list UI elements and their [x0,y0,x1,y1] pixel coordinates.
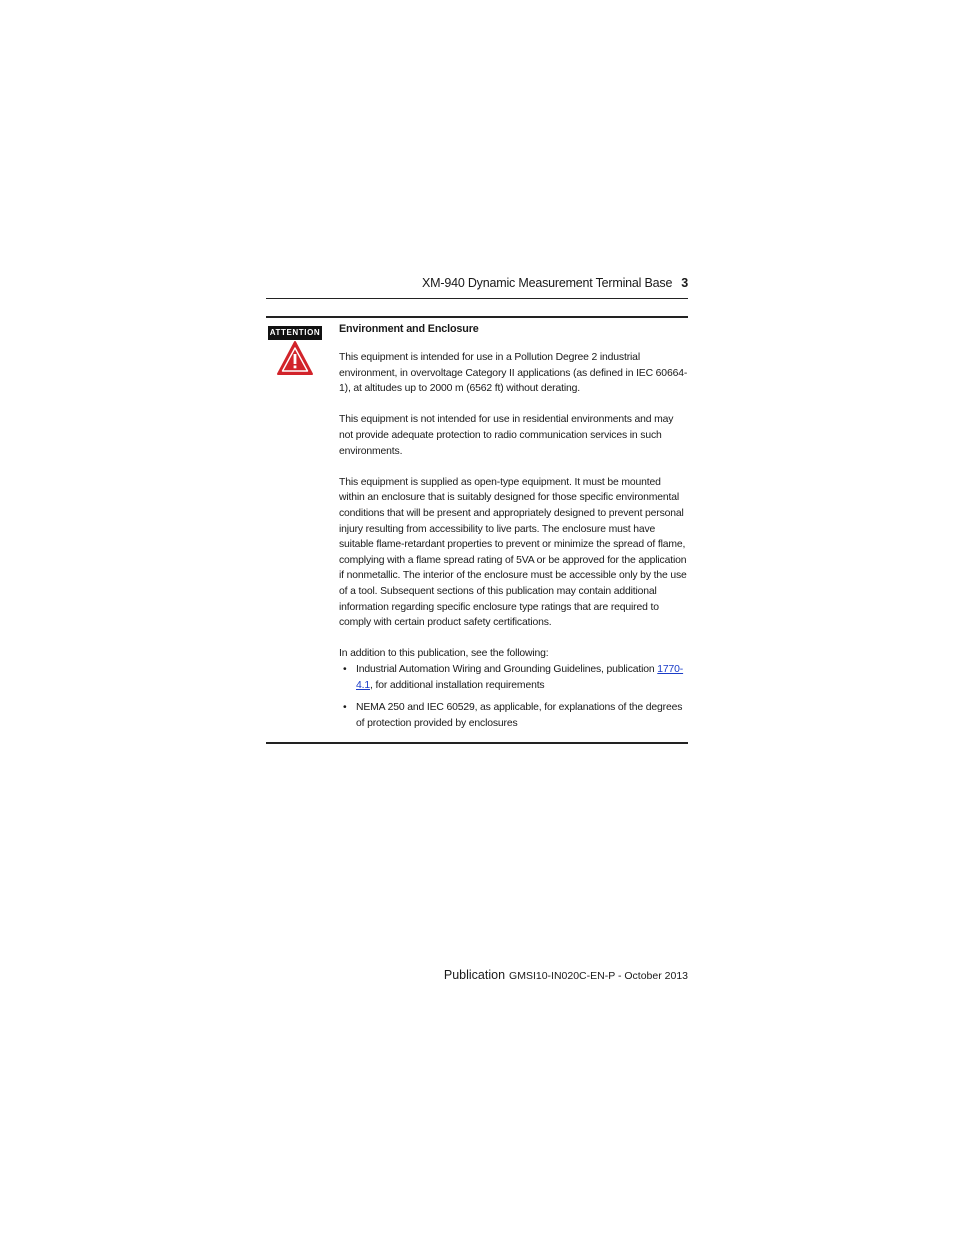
list-item-nema: • NEMA 250 and IEC 60529, as applicable, for explanations of the degrees of protection provided by enclosures [339,700,689,733]
list-item-wiring-guidelines [339,662,689,695]
attention-heading: Environment and Enclosure [339,323,479,335]
publication-label: Publication [443,968,506,982]
attention-label: ATTENTION [268,326,322,340]
header-rule [266,298,688,299]
paragraph-residential: This equipment is not intended for use in residential environments and may not provide adequate protection to radio communication services in such environments. [339,414,674,457]
paragraph-pollution-degree: This equipment is intended for use in a Pollution Degree 2 industrial environment, in overvoltage Category II applications (as defined in IEC 60664-1), at altitudes up to 2000 m (6562 ft) without derating. [339,352,688,395]
publication-link[interactable]: 1770-4.1 [356,663,684,692]
attention-box [266,316,688,744]
paragraph-intro: In addition to this publication, see the following: [339,648,549,660]
warning-triangle-icon [276,340,314,376]
bullet-text-after: , for additional installation requirements [370,680,545,692]
bullet-text: Industrial Automation Wiring and Grounding Guidelines, publication [356,663,658,675]
page-header [266,276,688,290]
page-number: 3 [681,276,688,290]
page-footer [266,966,688,984]
attention-content [339,323,689,738]
header-title: XM-940 Dynamic Measurement Terminal Base [422,276,673,290]
reference-list [339,662,689,733]
publication-id: GMSI10-IN020C-EN-P - October 2013 [509,970,688,982]
paragraph-enclosure: This equipment is supplied as open-type equipment. It must be mounted within an enclosure that is suitably designed for those specific environmental conditions that will be present and appropriately designed to prevent personal injury resulting from accessibility to live parts. The enclosure must have suitable flame-retardant properties to prevent or minimize the spread of flame, complying with a flame spread rating of 5VA or be approved for the application if nonmetallic. The interior of the enclosure must be accessible only by the use of a tool. Subsequent sections of this publication may contain additional information regarding specific enclosure type ratings that are required to comply with certain product safety certifications. [339,476,687,629]
